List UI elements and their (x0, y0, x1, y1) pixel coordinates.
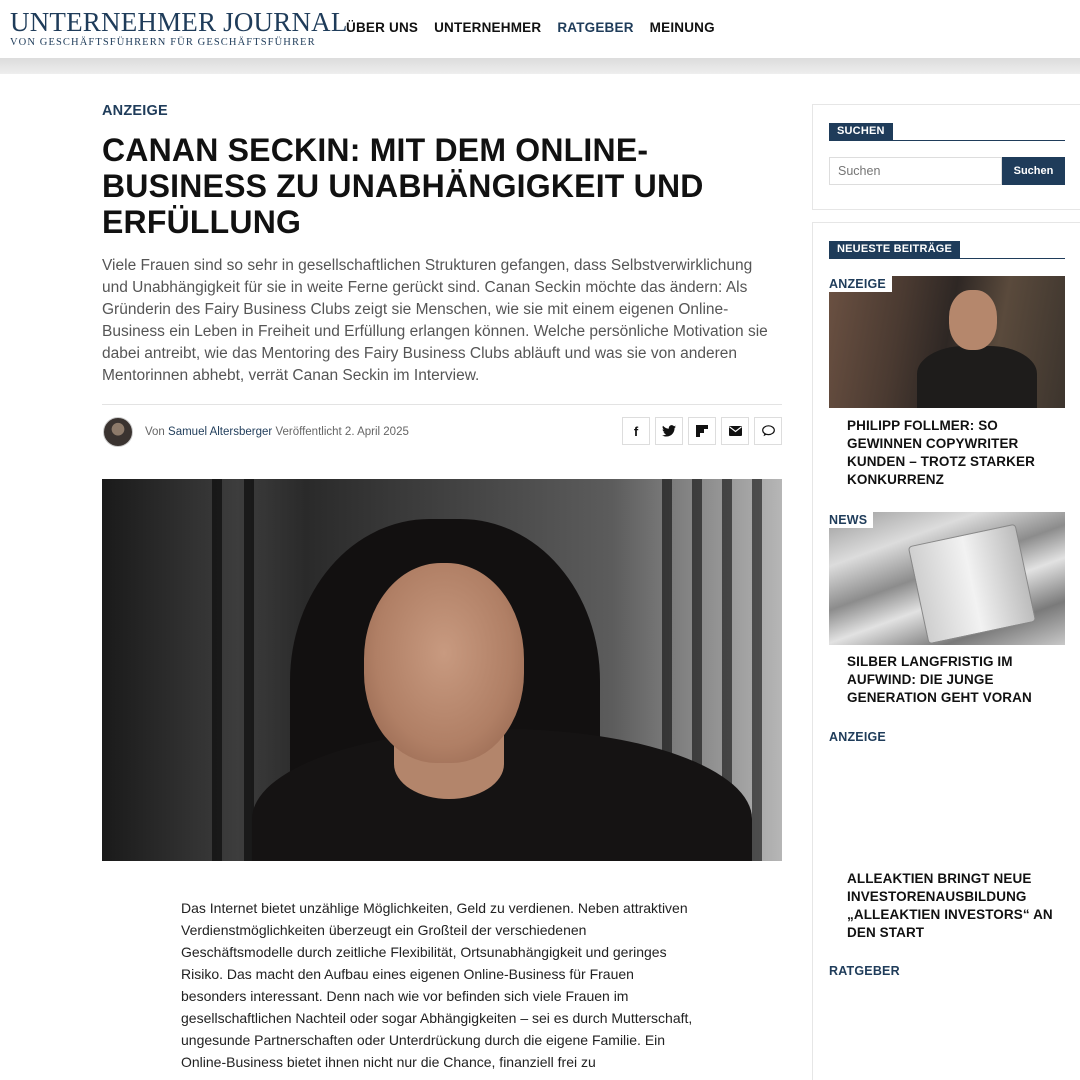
search-input[interactable] (829, 157, 1002, 185)
comment-icon (762, 425, 775, 437)
article-kicker[interactable]: ANZEIGE (102, 103, 168, 119)
author-link[interactable]: Samuel Altersberger (168, 426, 273, 438)
share-buttons (622, 417, 782, 445)
posts-widget-heading (829, 242, 1065, 259)
header-divider (0, 58, 1080, 74)
twitter-share-button[interactable] (655, 417, 683, 445)
article-lead: Viele Frauen sind so sehr in gesellschaftlichen Strukturen gefangen, dass Selbstverwirklichung und Unabhängigkeit für sie in weite Ferne gerückt sind. Canan Seckin möchte das ändern: Als Gründerin des Fairy Business Clubs zeigt sie Menschen, wie sie mit einem eigenen Online-Business ein Leben in Freiheit und Erfüllung erlangen können. Welche persönliche Motivation sie dabei antreibt, wie das Mentoring des Fairy Business Clubs abläuft und was sie von anderen Mentorinnen abhebt, verrät Canan Seckin im Interview. (102, 257, 768, 384)
byline (145, 426, 409, 438)
article-body: Das Internet bietet unzählige Möglichkeiten, Geld zu verdienen. Neben attraktiven Verdienstmöglichkeiten überzeugt ein Großteil der verschiedenen Geschäftsmodelle durch zeitliche Flexibilität, Ortsunabhängigkeit und geringes Risiko. Das macht den Aufbau eines eigenen Online-Business für Frauen besonders interessant. Denn nach wie vor befinden sich viele Frauen im gesellschaftlichen Nachteil oder sogar Abhängigkeiten – sei es durch Mutterschaft, ungesunde Partnerschaften oder Unterdrückung durch die eigene Familie. Ein Online-Business bietet ihnen nicht nur die Chance, finanziell frei zu (181, 900, 693, 1070)
published-prefix: Veröffentlicht (275, 426, 342, 438)
article-title: CANAN SECKIN: MIT DEM ONLINE-BUSINESS ZU UNABHÄNGIGKEIT UND ERFÜLLUNG (102, 132, 704, 240)
nav-item-ratgeber[interactable]: RATGEBER (557, 20, 634, 35)
post-title-3[interactable]: ALLEAKTIEN BRINGT NEUE INVESTORENAUSBILDUNG „ALLEAKTIEN INVESTORS“ AN DEN START (847, 871, 1053, 940)
post-tag-1[interactable]: ANZEIGE (829, 276, 892, 292)
nav-item-unternehmer[interactable]: UNTERNEHMER (434, 20, 542, 35)
flipboard-icon (696, 425, 708, 437)
post-thumbnail-2[interactable] (829, 512, 1065, 645)
author-avatar[interactable] (103, 417, 133, 447)
post-tag-2[interactable]: NEWS (829, 512, 873, 528)
site-logo[interactable] (10, 8, 348, 49)
site-header (0, 0, 1080, 58)
email-share-button[interactable] (721, 417, 749, 445)
post-thumbnail-1[interactable] (829, 276, 1065, 408)
post-tag-3[interactable]: ANZEIGE (829, 730, 886, 744)
twitter-icon (662, 425, 676, 437)
search-button[interactable]: Suchen (1002, 157, 1065, 185)
facebook-icon: f (633, 423, 639, 439)
category-label-ratgeber[interactable]: RATGEBER (829, 964, 900, 978)
main-nav (346, 20, 715, 35)
posts-heading-label: NEUESTE BEITRÄGE (829, 241, 960, 258)
nav-item-ueber-uns[interactable]: ÜBER UNS (346, 20, 419, 35)
sidebar-latest-posts (812, 222, 1080, 1080)
logo-tagline: VON GESCHÄFTSFÜHRERN FÜR GESCHÄFTSFÜHRER (10, 37, 316, 48)
post-title-1[interactable]: PHILIPP FOLLMER: SO GEWINNEN COPYWRITER KUNDEN – TROTZ STARKER KONKURRENZ (847, 418, 1035, 487)
nav-item-meinung[interactable]: MEINUNG (649, 20, 715, 35)
article-hero-image (102, 479, 782, 861)
publish-date: 2. April 2025 (344, 426, 409, 438)
byline-prefix: Von (145, 426, 165, 438)
meta-divider (102, 404, 782, 405)
comment-button[interactable] (754, 417, 782, 445)
sidebar-search-widget (812, 104, 1080, 210)
logo-title: UNTERNEHMER JOURNAL (10, 7, 348, 37)
post-title-2[interactable]: SILBER LANGFRISTIG IM AUFWIND: DIE JUNGE GENERATION GEHT VORAN (847, 654, 1032, 705)
article-meta (102, 417, 782, 447)
search-heading-label: SUCHEN (829, 123, 893, 140)
search-widget-heading (829, 124, 1065, 141)
email-icon (729, 426, 742, 436)
facebook-share-button[interactable] (622, 417, 650, 445)
flipboard-share-button[interactable] (688, 417, 716, 445)
